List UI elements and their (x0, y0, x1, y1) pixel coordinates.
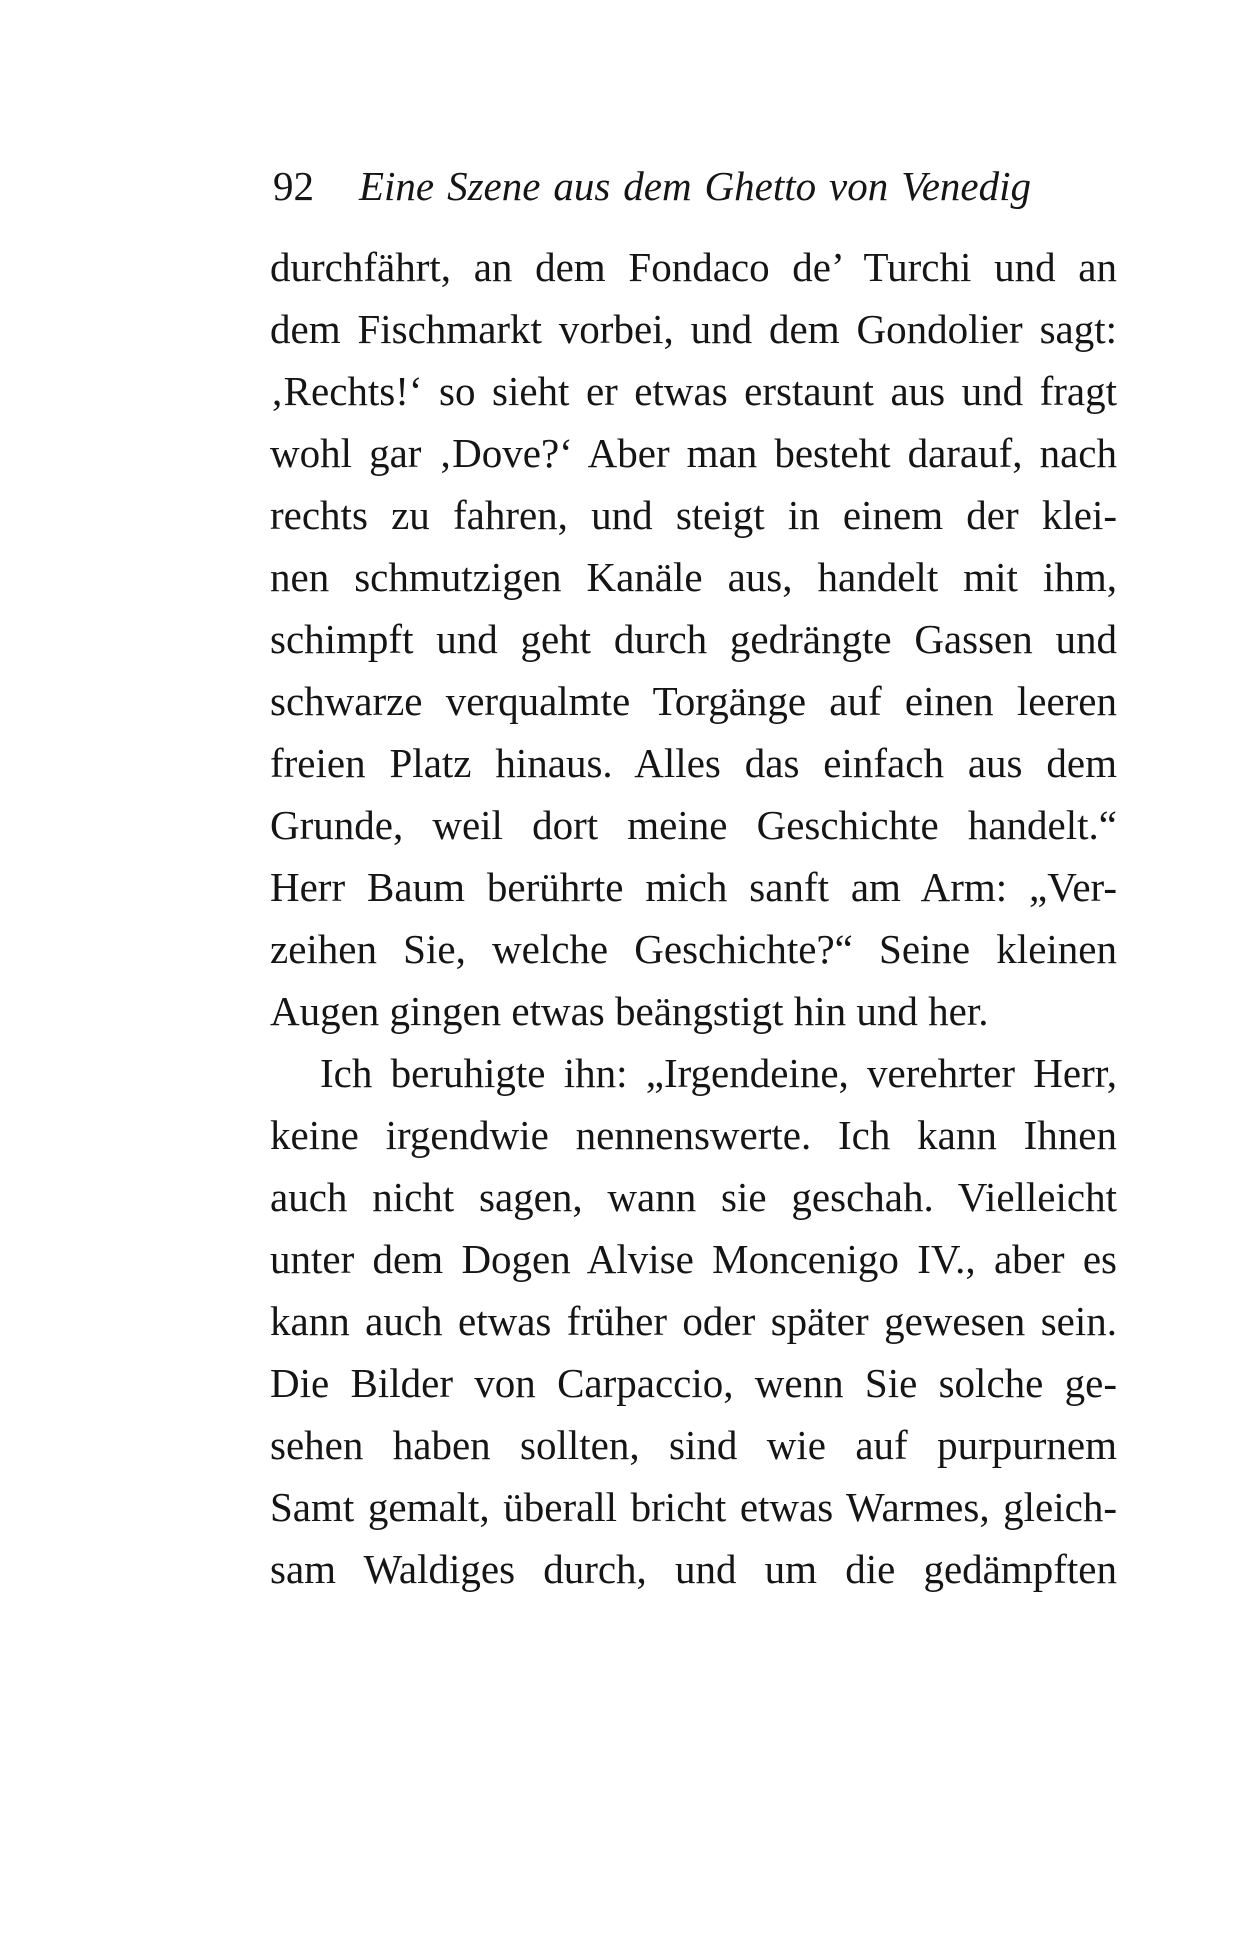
text-line: Grunde, weil dort meine Geschichte handelt.“ (270, 802, 1117, 848)
running-title: Eine Szene aus dem Ghetto von Venedig (359, 163, 1031, 209)
text-line: Samt gemalt, überall bricht etwas Warmes, gleich- (270, 1484, 1117, 1530)
text-line: auch nicht sagen, wann sie geschah. Vielleicht (270, 1174, 1117, 1220)
text-line: zeihen Sie, welche Geschichte?“ Seine kleinen (270, 926, 1117, 972)
text-line: dem Fischmarkt vorbei, und dem Gondolier sagt: (270, 306, 1117, 352)
text-line: durchfährt, an dem Fondaco de’ Turchi und an (270, 244, 1117, 290)
text-line: sam Waldiges durch, und um die gedämpften (270, 1546, 1117, 1592)
text-line: schimpft und geht durch gedrängte Gassen und (270, 616, 1117, 662)
text-line: Die Bilder von Carpaccio, wenn Sie solche ge- (270, 1360, 1117, 1406)
text-line: Herr Baum berührte mich sanft am Arm: „Ver- (270, 864, 1117, 910)
text-line-paragraph-end: Augen gingen etwas beängstigt hin und her. (270, 988, 989, 1034)
text-line: freien Platz hinaus. Alles das einfach aus dem (270, 740, 1117, 786)
text-line: rechts zu fahren, und steigt in einem der klei- (270, 492, 1117, 538)
text-line: nen schmutzigen Kanäle aus, handelt mit ihm, (270, 554, 1117, 600)
paragraph (270, 1042, 1117, 1600)
text-line: ‚Rechts!‘ so sieht er etwas erstaunt aus und fragt (270, 368, 1117, 414)
text-line: unter dem Dogen Alvise Moncenigo IV., aber es (270, 1236, 1117, 1282)
body-text (270, 236, 1117, 1600)
paragraph-continued (270, 236, 1117, 1042)
text-line: kann auch etwas früher oder später gewesen sein. (270, 1298, 1117, 1344)
text-line: sehen haben sollten, sind wie auf purpurnem (270, 1422, 1117, 1468)
text-line: keine irgendwie nennenswerte. Ich kann Ihnen (270, 1112, 1117, 1158)
text-line: schwarze verqualmte Torgänge auf einen leeren (270, 678, 1117, 724)
text-line: wohl gar ‚Dove?‘ Aber man besteht darauf, nach (270, 430, 1117, 476)
running-head (273, 155, 1033, 217)
page-number: 92 (273, 163, 314, 209)
text-line-indented: Ich beruhigte ihn: „Irgendeine, verehrter Herr, (320, 1050, 1117, 1096)
